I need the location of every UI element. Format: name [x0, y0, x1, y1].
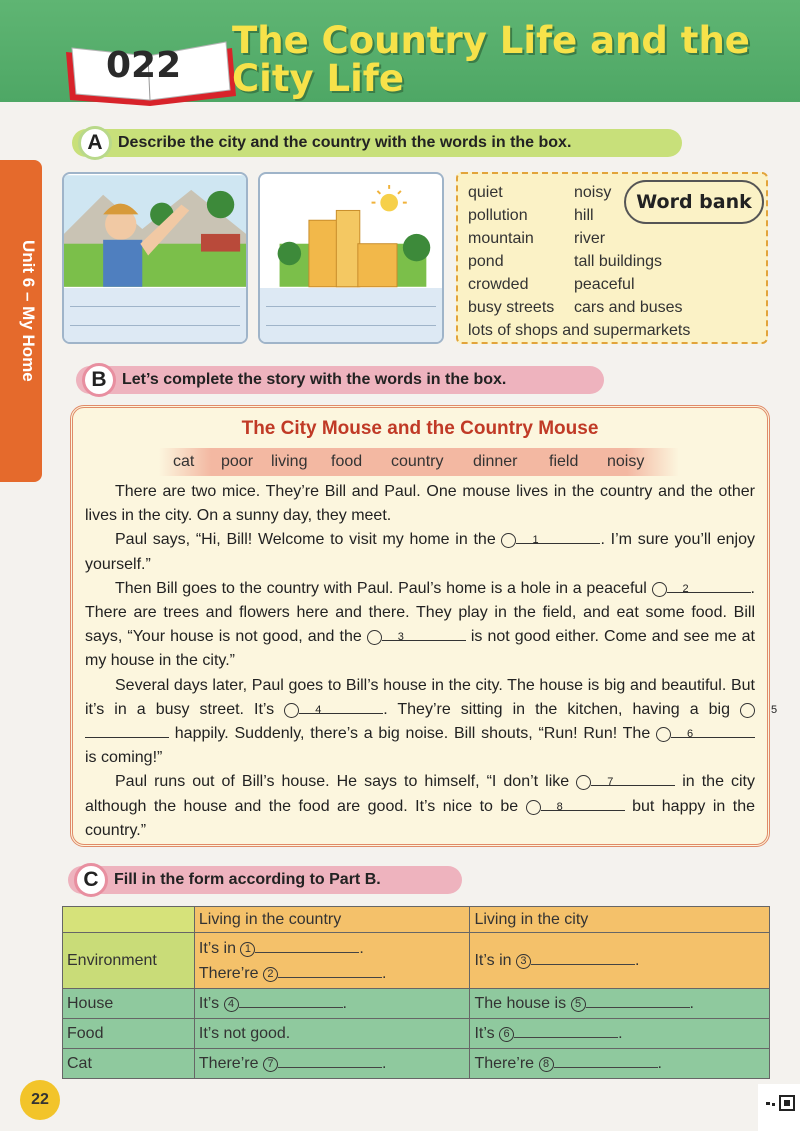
page-number: 22	[20, 1080, 60, 1120]
row-header: Cat	[63, 1049, 195, 1079]
word: quiet	[468, 184, 503, 201]
word: noisy	[574, 184, 612, 201]
table-cell: It’s not good.	[194, 1019, 470, 1049]
answer-lines[interactable]	[260, 288, 442, 344]
blank-number: 7	[576, 775, 591, 790]
table-row: Cat There’re 7 . There’re 8 .	[63, 1049, 770, 1079]
section-c-instruction: Fill in the form according to Part B.	[114, 871, 381, 888]
word: noisy	[607, 453, 645, 470]
word-bank	[456, 172, 768, 344]
section-b-instruction: Let’s complete the story with the words in the box.	[122, 371, 507, 388]
word: field	[549, 453, 579, 470]
story-paragraph: Paul says, “Hi, Bill! Welcome to visit my home in the 1 . I’m sure you’ll enjoy yourself.”	[85, 531, 756, 573]
fill-blank[interactable]	[514, 1024, 618, 1038]
country-scene-illustration	[64, 174, 246, 288]
fill-blank[interactable]	[516, 529, 600, 544]
blank-number: 3	[516, 954, 531, 969]
story-paragraph: Paul runs out of Bill’s house. He says to himself, “I don’t like 7 in the city although the house and the food are good. It’s nice to be 8 but happy in the country.”	[85, 773, 755, 839]
row-header: Food	[63, 1019, 195, 1049]
story-box	[70, 405, 778, 847]
page-title	[232, 19, 792, 100]
fill-blank[interactable]	[591, 771, 675, 786]
fill-blank[interactable]	[382, 626, 466, 641]
word: cat	[173, 453, 195, 470]
story-paragraph: Several days later, Paul goes to Bill’s house in the city. The house is big and beautiful. But it’s in a busy street. It’s 4 . They’re sitting in the kitchen, having a big 5 happily. Suddenly, there’s a big noise. Bill shouts, “Run! Run! The 6 is coming!”	[85, 676, 778, 767]
section-letter: B	[82, 363, 116, 397]
word: pond	[468, 253, 504, 270]
table-row: House It’s 4 . The house is 5 .	[63, 989, 770, 1019]
story-title: The City Mouse and the Country Mouse	[241, 418, 599, 439]
section-letter: C	[74, 863, 108, 897]
fill-blank[interactable]	[541, 796, 625, 811]
fill-blank[interactable]	[85, 723, 169, 738]
blank-number: 1	[240, 942, 255, 957]
fill-blank[interactable]	[531, 951, 635, 965]
story-text	[85, 480, 778, 843]
word: dinner	[473, 453, 518, 470]
word: living	[271, 453, 308, 470]
row-header: Environment	[63, 933, 195, 989]
blank-number: 4	[284, 703, 299, 718]
word: hill	[574, 207, 594, 224]
word: river	[574, 230, 606, 247]
fill-blank[interactable]	[554, 1054, 658, 1068]
column-header: Living in the city	[470, 907, 770, 933]
section-c-header	[68, 866, 462, 894]
unit-label: Unit 6 – My Home	[19, 240, 38, 382]
qr-code-icon	[758, 1084, 800, 1131]
fill-blank[interactable]	[278, 964, 382, 978]
blank-number: 6	[656, 727, 671, 742]
unit-side-tab	[0, 160, 42, 482]
word: peaceful	[574, 276, 635, 293]
city-scene-illustration	[260, 174, 442, 288]
table-row: Food It’s not good. It’s 6 .	[63, 1019, 770, 1049]
column-header: Living in the country	[194, 907, 470, 933]
fill-blank[interactable]	[667, 578, 751, 593]
blank-number: 3	[367, 630, 382, 645]
word: pollution	[468, 207, 528, 224]
word: poor	[221, 453, 254, 470]
section-a-header	[72, 129, 682, 157]
lesson-number: 022	[106, 45, 182, 86]
fill-blank[interactable]	[255, 939, 359, 953]
table-row	[63, 907, 770, 933]
blank-number: 2	[263, 967, 278, 982]
city-picture	[258, 172, 444, 344]
word: food	[331, 453, 363, 470]
answer-lines[interactable]	[64, 288, 246, 344]
fill-blank[interactable]	[278, 1054, 382, 1068]
blank-number: 4	[224, 997, 239, 1012]
fill-blank[interactable]	[239, 994, 343, 1008]
story-word-box	[159, 448, 679, 476]
table-row: Environment It’s in 1 . There’re 2 . It’s in 3 .	[63, 933, 770, 989]
section-a-instruction: Describe the city and the country with the words in the box.	[118, 134, 572, 151]
fill-blank[interactable]	[586, 994, 690, 1008]
section-letter: A	[78, 126, 112, 160]
blank-number: 7	[263, 1057, 278, 1072]
blank-number: 5	[740, 703, 755, 718]
blank-number: 8	[526, 800, 541, 815]
word: tall buildings	[574, 253, 663, 270]
row-header: House	[63, 989, 195, 1019]
word: cars and buses	[574, 299, 683, 316]
title-line-1: The Country Life and the	[232, 19, 750, 62]
fill-blank[interactable]	[299, 699, 383, 714]
story-paragraph: Then Bill goes to the country with Paul. Paul’s home is a hole in a peaceful 2 . There are trees and flowers here and there. They play in the field, and eat some food. Bill says, “Your house is not good, and the 3 is not good either. Come and see me at my house in the city.”	[85, 579, 755, 670]
word: mountain	[468, 230, 534, 247]
fill-in-form	[62, 906, 770, 1079]
word: lots of shops and supermarkets	[468, 322, 691, 339]
word: crowded	[468, 276, 529, 293]
word: busy streets	[468, 299, 555, 316]
blank-number: 5	[571, 997, 586, 1012]
fill-blank[interactable]	[671, 723, 755, 738]
blank-number: 2	[652, 582, 667, 597]
title-line-2: City Life	[232, 57, 404, 100]
blank-number: 6	[499, 1027, 514, 1042]
section-b-header	[76, 366, 604, 394]
blank-number: 8	[539, 1057, 554, 1072]
word-bank-title: Word bank	[624, 180, 764, 224]
country-picture	[62, 172, 248, 344]
word: country	[391, 453, 444, 470]
blank-number: 1	[501, 533, 516, 548]
story-paragraph: There are two mice. They’re Bill and Paul. One mouse lives in the country and the other lives in the city. On a sunny day, they meet.	[85, 483, 755, 525]
